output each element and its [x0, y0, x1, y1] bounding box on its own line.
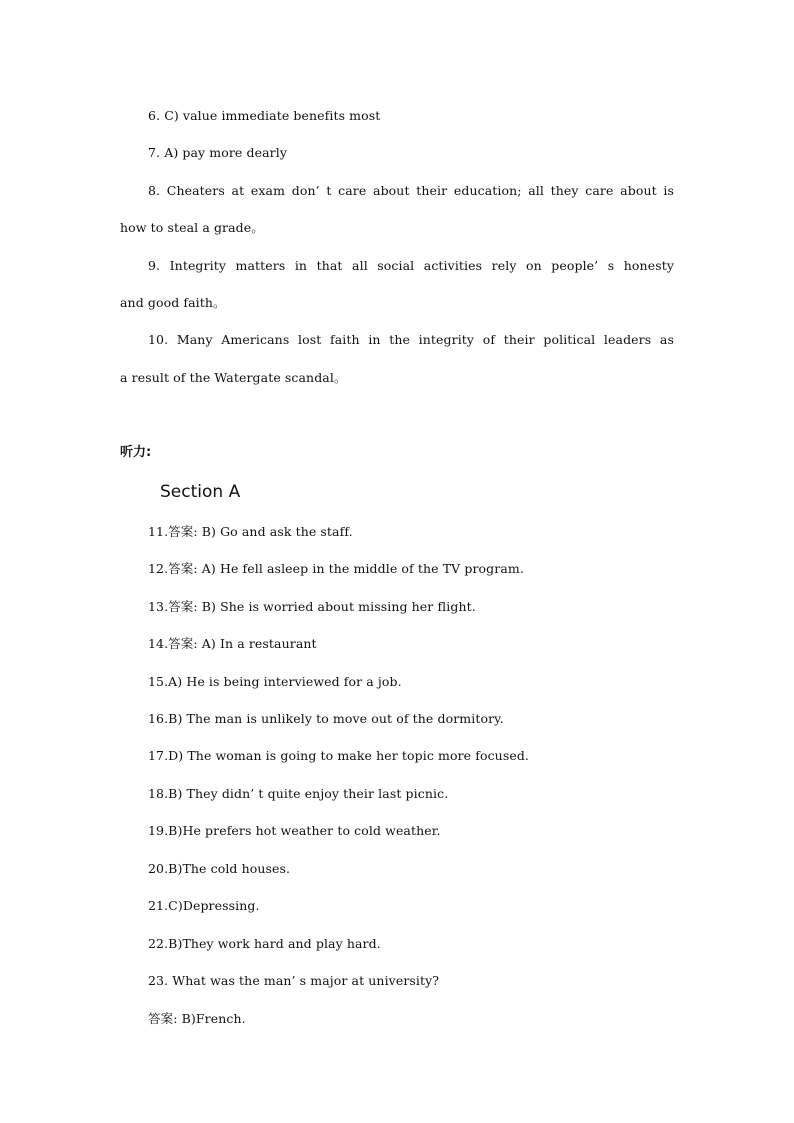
listening-heading: 听力: [120, 445, 152, 460]
answer-8-line-1: 8. Cheaters at exam don’ t care about their education; all they care about is [148, 183, 674, 198]
listening-item: 22.B)They work hard and play hard. [148, 936, 381, 951]
listening-item: 18.B) They didn’ t quite enjoy their last picnic. [148, 786, 449, 801]
listening-item: 12.答案: A) He fell asleep in the middle of the TV program. [148, 561, 524, 576]
listening-item: 20.B)The cold houses. [148, 861, 291, 876]
listening-item: 答案: B)French. [148, 1011, 246, 1026]
answer-7: 7. A) pay more dearly [148, 145, 287, 160]
listening-item: 17.D) The woman is going to make her topic more focused. [148, 748, 530, 763]
listening-item: 19.B)He prefers hot weather to cold weather. [148, 823, 441, 838]
listening-item: 16.B) The man is unlikely to move out of the dormitory. [148, 711, 504, 726]
answer-10-line-1: 10. Many Americans lost faith in the integrity of their political leaders as [148, 332, 674, 347]
answer-8-line-2: how to steal a grade。 [120, 220, 264, 235]
listening-item: 21.C)Depressing. [148, 898, 260, 913]
answer-10-line-2: a result of the Watergate scandal。 [120, 370, 347, 385]
answer-9-line-1: 9. Integrity matters in that all social activities rely on people’ s honesty [148, 258, 674, 273]
listening-item: 15.A) He is being interviewed for a job. [148, 674, 402, 689]
listening-item: 14.答案: A) In a restaurant [148, 636, 317, 651]
listening-item: 11.答案: B) Go and ask the staff. [148, 524, 353, 539]
section-a-title: Section A [160, 482, 241, 502]
listening-item: 13.答案: B) She is worried about missing her flight. [148, 599, 476, 614]
listening-item: 23. What was the man’ s major at university? [148, 973, 440, 988]
answer-9-line-2: and good faith。 [120, 295, 226, 310]
answer-6: 6. C) value immediate benefits most [148, 108, 381, 123]
